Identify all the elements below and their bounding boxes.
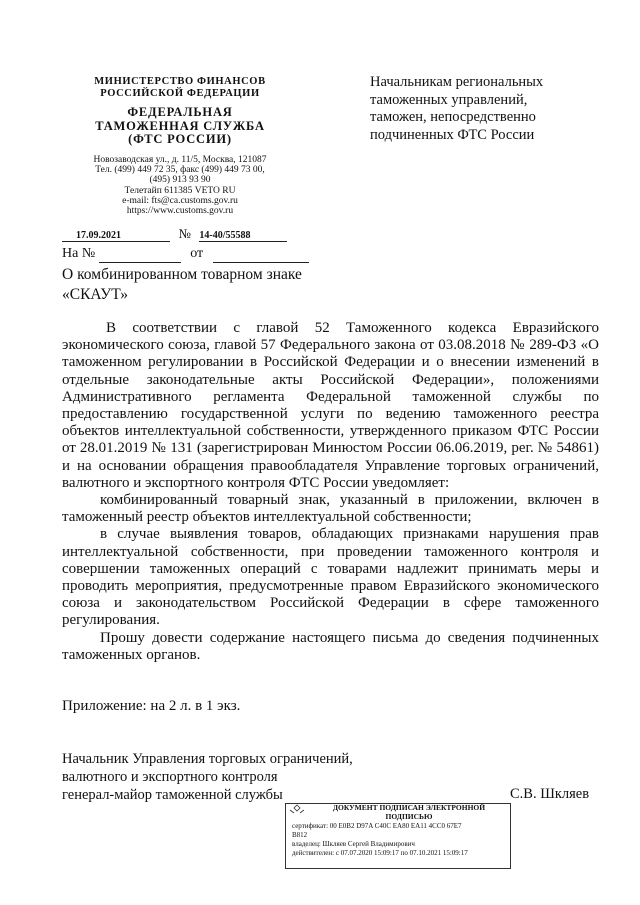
body-paragraph: В соответствии с главой 52 Таможенного кодекса Евразийского экономического союза, главой 57 Федерального закона от 03.08.2018 № 289-ФЗ «О таможенном регулировании в Российской Федерации и о внесении изменений в отдельные законодательные акты Российской Федерации», положениями Административного регламента Федеральной таможенной службы по предоставлению государственной услуги по ведению таможенного реестра объектов интеллектуальной собственности, утвержденного приказом ФТС России от 28.01.2019 № 131 (зарегистрирован Минюстом России 06.06.2019, рег. № 54861) и на основании обращения правообладателя Управление торговых ограничений, валютного и экспортного контроля ФТС России уведомляет:	[62, 320, 599, 491]
registration-date: 17.09.2021	[62, 230, 170, 242]
ministry-header	[62, 76, 298, 100]
position-line: генерал-майор таможенной службы	[62, 787, 283, 803]
addressee-line: подчиненных ФТС России	[370, 126, 535, 143]
ministry-line: РОССИЙСКОЙ ФЕДЕРАЦИИ	[100, 88, 260, 99]
signatory-position	[62, 750, 362, 804]
letter-body	[62, 320, 599, 664]
addressee-line: таможен, непосредственно	[370, 109, 536, 125]
emblem-icon	[286, 804, 308, 818]
address-line: Телетайп 611385 VETO RU	[124, 185, 236, 196]
reference-number-label: На №	[62, 246, 96, 261]
stamp-line: B812	[292, 831, 308, 839]
address-line: e-mail: fts@ca.customs.gov.ru	[122, 195, 238, 206]
reference-line	[62, 246, 309, 263]
position-line: Начальник Управления торговых ограничений,	[62, 751, 353, 767]
registration-line	[62, 226, 287, 242]
electronic-signature-stamp	[285, 803, 511, 869]
addressee-line: Начальникам региональных	[370, 74, 544, 90]
stamp-line: владелец: Шкляев Сергей Владимирович	[292, 840, 415, 848]
body-paragraph: комбинированный товарный знак, указанный в приложении, включен в таможенный реестр объектов интеллектуальной собственности;	[62, 492, 599, 526]
letter-subject	[62, 265, 362, 305]
stamp-details	[286, 821, 510, 858]
stamp-title-line: ПОДПИСЬЮ	[385, 811, 433, 821]
agency-line: ТАМОЖЕННАЯ СЛУЖБА	[95, 118, 265, 133]
addressee	[370, 74, 600, 144]
stamp-line: действителен: с 07.07.2020 15:09:17 по 07.10.2021 15:09:17	[292, 849, 468, 857]
reference-date-blank	[213, 246, 309, 263]
subject-line: О комбинированном товарном знаке	[62, 266, 302, 283]
stamp-header	[286, 804, 510, 821]
agency-line: (ФТС РОССИИ)	[128, 132, 232, 146]
registration-number: 14-40/55588	[199, 230, 287, 242]
stamp-title	[308, 804, 510, 821]
ministry-line: МИНИСТЕРСТВО ФИНАНСОВ	[94, 76, 266, 87]
agency-header	[62, 106, 298, 147]
body-paragraph: в случае выявления товаров, обладающих признаками нарушения прав интеллектуальной собственности, при проведении таможенного контроля и совершении таможенных операций с товарами надлежит принимать меры и проводить мероприятия, предусмотренные правом Евразийского экономического союза и законодательством Российской Федерации в сфере таможенного регулирования.	[62, 526, 599, 629]
number-sign: №	[178, 226, 191, 241]
agency-address	[62, 155, 298, 216]
address-line: Тел. (499) 449 72 35, факс (499) 449 73 00,	[95, 165, 265, 176]
address-line: https://www.customs.gov.ru	[126, 206, 234, 217]
address-line: Новозаводская ул., д. 11/5, Москва, 121087	[93, 155, 267, 165]
signatory-name: С.В. Шкляев	[510, 786, 590, 802]
stamp-title-line: ДОКУМЕНТ ПОДПИСАН ЭЛЕКТРОННОЙ	[332, 803, 486, 812]
reference-date-label: от	[190, 246, 204, 261]
addressee-line: таможенных управлений,	[370, 91, 528, 108]
stamp-line: сертификат: 00 E0B2 D97A C40C EA80 EA11 4CC0 67E7	[292, 822, 462, 830]
reference-number-blank	[99, 246, 181, 263]
body-paragraph: Прошу довести содержание настоящего письма до сведения подчиненных таможенных органов.	[62, 629, 599, 663]
position-line: валютного и экспортного контроля	[62, 769, 278, 785]
subject-line: «СКАУТ»	[62, 286, 129, 303]
agency-line: ФЕДЕРАЛЬНАЯ	[127, 105, 233, 119]
address-line: (495) 913 93 90	[149, 175, 211, 186]
attachment-note: Приложение: на 2 л. в 1 экз.	[62, 698, 241, 714]
